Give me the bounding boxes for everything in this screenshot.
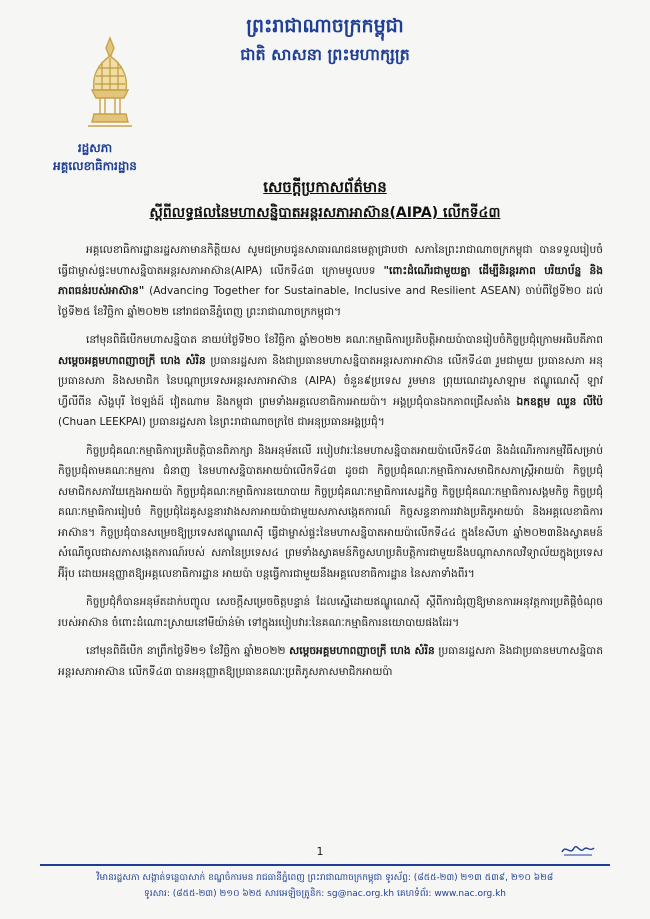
paragraph-5-president-name: សម្ដេចអគ្គមហាពញាចក្រី ហេង សំរិន (289, 645, 435, 657)
paragraph-5-text-b: ប្រធានរដ្ឋសភា និងជាប្រធានមហាសន្និបាតអន្តរសភាអាស៊ាន លើកទី៤៣ បានអនុញ្ញាតឱ្យប្រធានគណៈប្រតិភូសភាសមាជិកអាយប៉ា (58, 645, 603, 678)
document-body (58, 240, 603, 690)
paragraph-3: កិច្ចប្រជុំគណៈកម្មាធិការប្រតិបត្តិបានពិភាក្សា និងអនុម័តលើ របៀបវារៈនៃមហាសន្និបាតអាយប៉ាលើកទី៤៣ និងដំណើរការកម្មវិធីសម្រាប់កិច្ចប្រជុំតាមគណៈកម្មការ ជំនាញ នៃមហាសន្និបាតអាយប៉ាលើកទី៤៣ ដូចជា កិច្ចប្រជុំគណៈកម្មាធិការសមាជិកសភាស្ត្រីអាយប៉ា កិច្ចប្រជុំសមាជិកសភាវ័យក្មេងអាយប៉ា កិច្ចប្រជុំគណៈកម្មាធិការនយោបាយ កិច្ចប្រជុំគណៈកម្មាធិការសេដ្ឋកិច្ច កិច្ចប្រជុំគណៈកម្មាធិការសង្គមកិច្ច កិច្ចប្រជុំគណៈកម្មាធិការរៀបចំ កិច្ចប្រជុំដៃគូសន្ទនារវាងសភាអាយប៉ាជាមួយសភាសង្កេតការណ៍ កិច្ចសន្ទនាការរវាងប្រតិភូអាយប៉ា និងអគ្គលេខាធិការអាស៊ាន។ កិច្ចប្រជុំបានសម្រេចឱ្យប្រទេសឥណ្ឌូណេស៊ី ធ្វើជាម្ចាស់ផ្ទះនៃមហាសន្និបាតអាយប៉ាលើកទី៤៤ ក្នុងខែសីហា ឆ្នាំ២០២៣និងស្វាគមន៍សំណើចូលជាសភាសង្កេតការណ៍របស់ សភានៃប្រទេស៤ ព្រមទាំងស្វាគមន៍កិច្ចសហប្រតិបត្តិការជាមួយនឹងបណ្ដាសាកលវិទ្យាល័យក្នុងប្រទេសអ៊ីរ៉ុប ដោយអនុញ្ញាតឱ្យអគ្គលេខាធិការដ្ឋាន អាយប៉ា បន្តធ្វើការជាមួយនឹងអគ្គលេខាធិការដ្ឋាន នៃសភាទាំងពីរ។ (58, 444, 603, 580)
paragraph-4: កិច្ចប្រជុំក៏បានអនុម័តដាក់បញ្ចូល សេចក្ដីសម្រេចចិត្តបន្ទាន់ ដែលស្នើដោយឥណ្ឌូណេស៊ី ស្ដីពីការជំរុញឱ្យមានការអនុវត្តការប្រតិផ្តិចំណុចរបស់អាស៊ាន ចំពោះដំណោះស្រាយនៅមីយ៉ាន់ម៉ា ទៅក្នុងរបៀបវារៈនៃគណៈកម្មាធិការនយោបាយផងដែរ។ (58, 596, 603, 629)
kingdom-heading: ព្រះរាជាណាចក្រកម្ពុជា (246, 15, 404, 37)
paragraph-5 (58, 641, 603, 682)
paragraph-2-text-c: (Chuan LEEKPAI) ប្រធានរដ្ឋសភា នៃព្រះរាជាណាចក្រថៃ ជាអនុប្រធានអង្គប្រជុំ។ (58, 416, 385, 428)
footer-contact: ទូរសារ: (៨៥៥-២៣) ២១០ ៦២៥ សារអេឡិចត្រូនិក: sg@nac.org.kh គេហទំព័រ: www.nac.org.kh (144, 889, 506, 899)
paragraph-1 (58, 240, 603, 322)
initials-signature-icon (560, 840, 596, 858)
page-number: 1 (316, 845, 324, 858)
paragraph-5-text-a: នៅមុនពិធីបើក នាព្រឹកថ្ងៃទី២១ ខែវិច្ឆិកា ឆ្នាំ២០២២ (86, 645, 290, 657)
document-subtitle: ស្ដីពីលទ្ធផលនៃមហាសន្និបាតអន្តរសភាអាស៊ាន(AIPA) លើកទី៤៣ (149, 205, 501, 221)
parliament-emblem-icon (80, 34, 140, 130)
national-motto: ជាតិ សាសនា ព្រះមហាក្សត្រ (240, 45, 410, 64)
footer-divider (40, 864, 610, 866)
paragraph-2 (58, 330, 603, 433)
paragraph-2-text-a: នៅមុនពិធីបើកមហាសន្និបាត នាយប់ថ្ងៃទី២០ ខែវិច្ឆិកា ឆ្នាំ២០២២ គណៈកម្មាធិការប្រតិបត្តិអាយប៉ាបានរៀបចំកិច្ចប្រជុំក្រោមអធិបតីភាព (86, 334, 603, 346)
paragraph-1-theme: "ពោះដំណើរជាមួយគ្នា ដើម្បីនិរន្តរភាព បរិយាប័ន្ន និងភាពធន់របស់អាស៊ាន" (58, 264, 603, 297)
secretariat-label: អគ្គលេខាធិការដ្ឋាន (53, 159, 137, 173)
paragraph-2-text-b: ប្រធានរដ្ឋសភា និងជាប្រធានមហាសន្និបាតអន្តរសភាអាស៊ាន លើកទី៤៣ រួមជាមួយ ប្រធានសភា អនុប្រធានសភា និងសមាជិក នៃបណ្ដាប្រទេសអន្តរសភាអាស៊ាន (AIPA) ចំនួន៩ប្រទេស រួមមាន ព្រុយណេដារូសាឡាម ឥណ្ឌូណេស៊ី ឡាវ ហ្វីលីពីន សិង្ហបុរី ថៃឡង់ដ៍ វៀតណាម និងកម្ពុជា ព្រមទាំងអគ្គលេខាធិការអាយប៉ា។ អង្គប្រជុំបានឯកភាពជ្រើសតាំង (58, 354, 603, 408)
document-title: សេចក្ដីប្រកាសព័ត៌មាន (263, 178, 387, 196)
parliament-label: រដ្ឋសភា (77, 141, 113, 155)
paragraph-1-text-a: អគ្គលេខាធិការដ្ឋានរដ្ឋសភាមានកិត្តិយស សូមជម្រាបជូនសាធារណជនមេត្តាជ្រាបថា សភានៃព្រះរាជាណាចក្រកម្ពុជា បានទទួលរៀបចំធ្វើជាម្ចាស់ផ្ទះមហាសន្និបាតអន្តរសភាអាស៊ាន(AIPA) លើកទី៤៣ ក្រោមមូលបទ (58, 244, 603, 277)
paragraph-2-vice-name: ឯកឧត្តម ឈួន លីប៉ៃ (516, 395, 603, 408)
footer-address: វិមានរដ្ឋសភា សង្កាត់ទន្លេបាសាក់ ខណ្ឌចំការមន រាជធានីភ្នំពេញ ព្រះរាជាណាចក្រកម្ពុជា ទូរស័ព្ទ: (៨៥៥-២៣) ២១៣ ៥៣៩, ២១០ ៦២៨ (96, 873, 554, 883)
paragraph-2-president-name: សម្ដេចអគ្គមហាពញាចក្រី ហេង សំរិន (58, 354, 206, 367)
paragraph-1-text-b: (Advancing Together for Sustainable, Inclusive and Resilient ASEAN) ចាប់ពីថ្ងៃទី២០ ដល់ថ្ងៃទី២៥ ខែវិច្ឆិកា ឆ្នាំ២០២២ នៅរាជធានីភ្នំពេញ ព្រះរាជាណាចក្រកម្ពុជា។ (58, 285, 603, 318)
